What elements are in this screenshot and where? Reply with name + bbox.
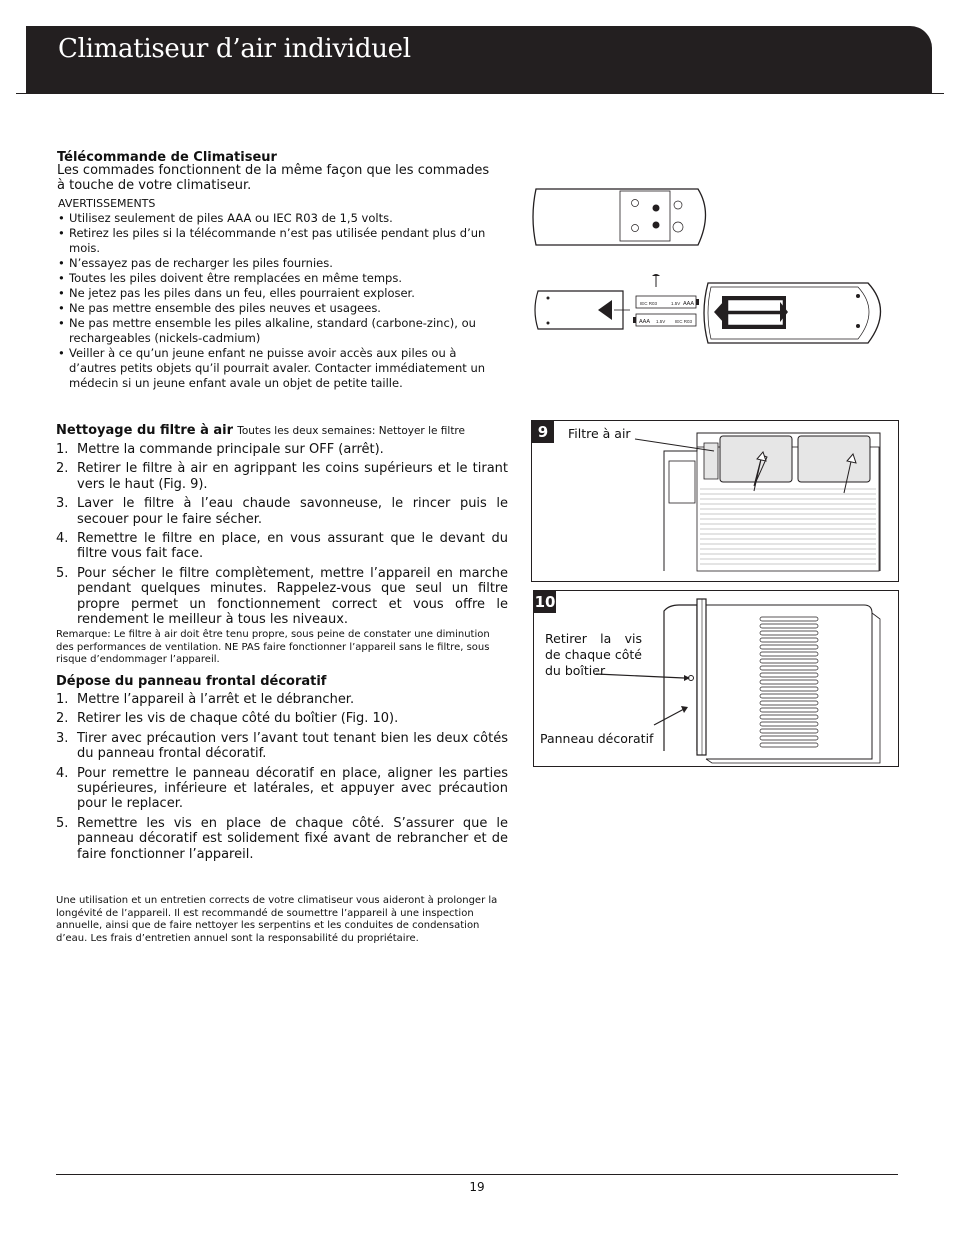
filter-section-heading [56,423,465,438]
header-rule [16,93,944,94]
warning-item: • Ne pas mettre ensemble des piles neuves et usagees. [58,301,498,316]
battery-label-aaa: AAA [639,319,651,325]
warnings-title: AVERTISSEMENTS [58,197,156,210]
filter-steps [56,442,508,627]
panel-step: 2. Retirer les vis de chaque côté du boîtier (Fig. 10). [56,711,399,727]
panel-step: 4. Pour remettre le panneau décoratif en place, aligner les parties supérieures, inférieure et latérales, et appuyer avec précaution pour le replacer. [56,765,508,812]
front-grille-louvers [700,489,876,564]
air-conditioner-filter-illustration [532,421,898,581]
battery-label-volt: 1.5V [671,301,681,306]
panel-steps [56,692,508,862]
warning-item: • Ne pas mettre ensemble les piles alkaline, standard (carbone-zinc), ou rechargeables (nickels-cadmium) [58,316,498,346]
page-title: Climatiseur d’air individuel [58,34,411,64]
filter-step: 3. Laver le filtre à l’eau chaude savonneuse, le rincer puis le secouer pour le faire sécher. [56,496,508,527]
filter-step: 4. Remettre le filtre en place, en vous assurant que le devant du filtre vous fait face. [56,531,508,562]
panel-section-title: Dépose du panneau frontal décoratif [56,674,327,689]
remote-control-illustration [528,183,893,348]
figure-9 [531,420,899,582]
battery-label-iec: IEC R03 [675,319,693,324]
figure-10-screw-label: Retirer la vis de chaque côté du boîtier [545,631,642,678]
filter-section-title: Nettoyage du filtre à air [56,423,234,438]
warning-item: • Toutes les piles doivent être remplacées en même temps. [58,271,498,286]
figure-9-label: Filtre à air [568,426,631,441]
page-number: 19 [469,1180,485,1194]
page-header [26,26,932,93]
warning-item: • N’essayez pas de recharger les piles fournies. [58,256,498,271]
filter-remark: Remarque: Le filtre à air doit être tenu propre, sous peine de constater une diminution des performances de ventilation. NE PAS faire fonctionner l’appareil sans le filtre, sous risque d’endommager l’appareil. [56,629,490,665]
side-vent-slots [760,617,818,747]
battery-label-volt: 1.5V [656,319,666,324]
figure-10-panel-label: Panneau décoratif [540,731,654,746]
warning-item: • Utilisez seulement de piles AAA ou IEC R03 de 1,5 volts. [58,211,498,226]
panel-step: 1. Mettre l’appareil à l’arrêt et le débrancher. [56,692,355,707]
footer-rule [56,1174,898,1175]
panel-step: 3. Tirer avec précaution vers l’avant tout tenant bien les deux côtés du panneau frontal décoratif. [56,730,508,762]
figure-10 [533,590,899,767]
figure-10-number: 10 [534,593,556,611]
battery-label-iec: IEC R03 [640,301,658,306]
warning-item: • Retirez les piles si la télécommande n’est pas utilisée pendant plus d’un mois. [58,226,498,256]
battery-label-aaa: AAA [683,301,695,307]
warning-item: • Veiller à ce qu’un jeune enfant ne puisse avoir accès aux piles ou à d’autres petits objets qu’il pourrait avaler. Contacter immédiatement un médecin si un jeune enfant avale un objet de petite taille. [58,346,498,391]
maintenance-note: Une utilisation et un entretien corrects de votre climatiseur vous aideront à prolonger la longévité de l’appareil. Il est recommandé de soumettre l’appareil à une inspection annuelle, ainsi que de faire nettoyer les serpentins et les conduites de condensation d’eau. Les frais d’entretien annuel sont la responsabilité du propriétaire. [56,895,498,944]
warnings-list [58,211,498,391]
filter-step: 5. Pour sécher le filtre complètement, mettre l’appareil en marche pendant quelques minutes. Rappelez-vous que seul un filtre propre permet un fonctionnement correct et vous offre le rendement le meilleur à tous les niveaux. [56,565,508,628]
figure-9-number: 9 [532,421,554,443]
warning-item: • Ne jetez pas les piles dans un feu, elles pourraient exploser. [58,286,498,301]
filter-step: 1. Mettre la commande principale sur OFF (arrêt). [56,442,384,457]
filter-step: 2. Retirer le filtre à air en agrippant les coins supérieurs et le tirant vers le haut (Fig. 9). [56,461,508,492]
panel-step: 5. Remettre les vis en place de chaque côté. S’assurer que le panneau décoratif est solidement fixé avant de rebrancher et de faire fonctionner l’appareil. [56,815,508,862]
decorative-panel-illustration [534,591,898,766]
filter-section-subtitle: Toutes les deux semaines: Nettoyer le filtre [237,425,465,437]
remote-intro: Les commades fonctionnent de la même façon que les commades à touche de votre climatiseur. [57,163,490,193]
remote-section-title: Télécommande de Climatiseur [57,150,277,165]
